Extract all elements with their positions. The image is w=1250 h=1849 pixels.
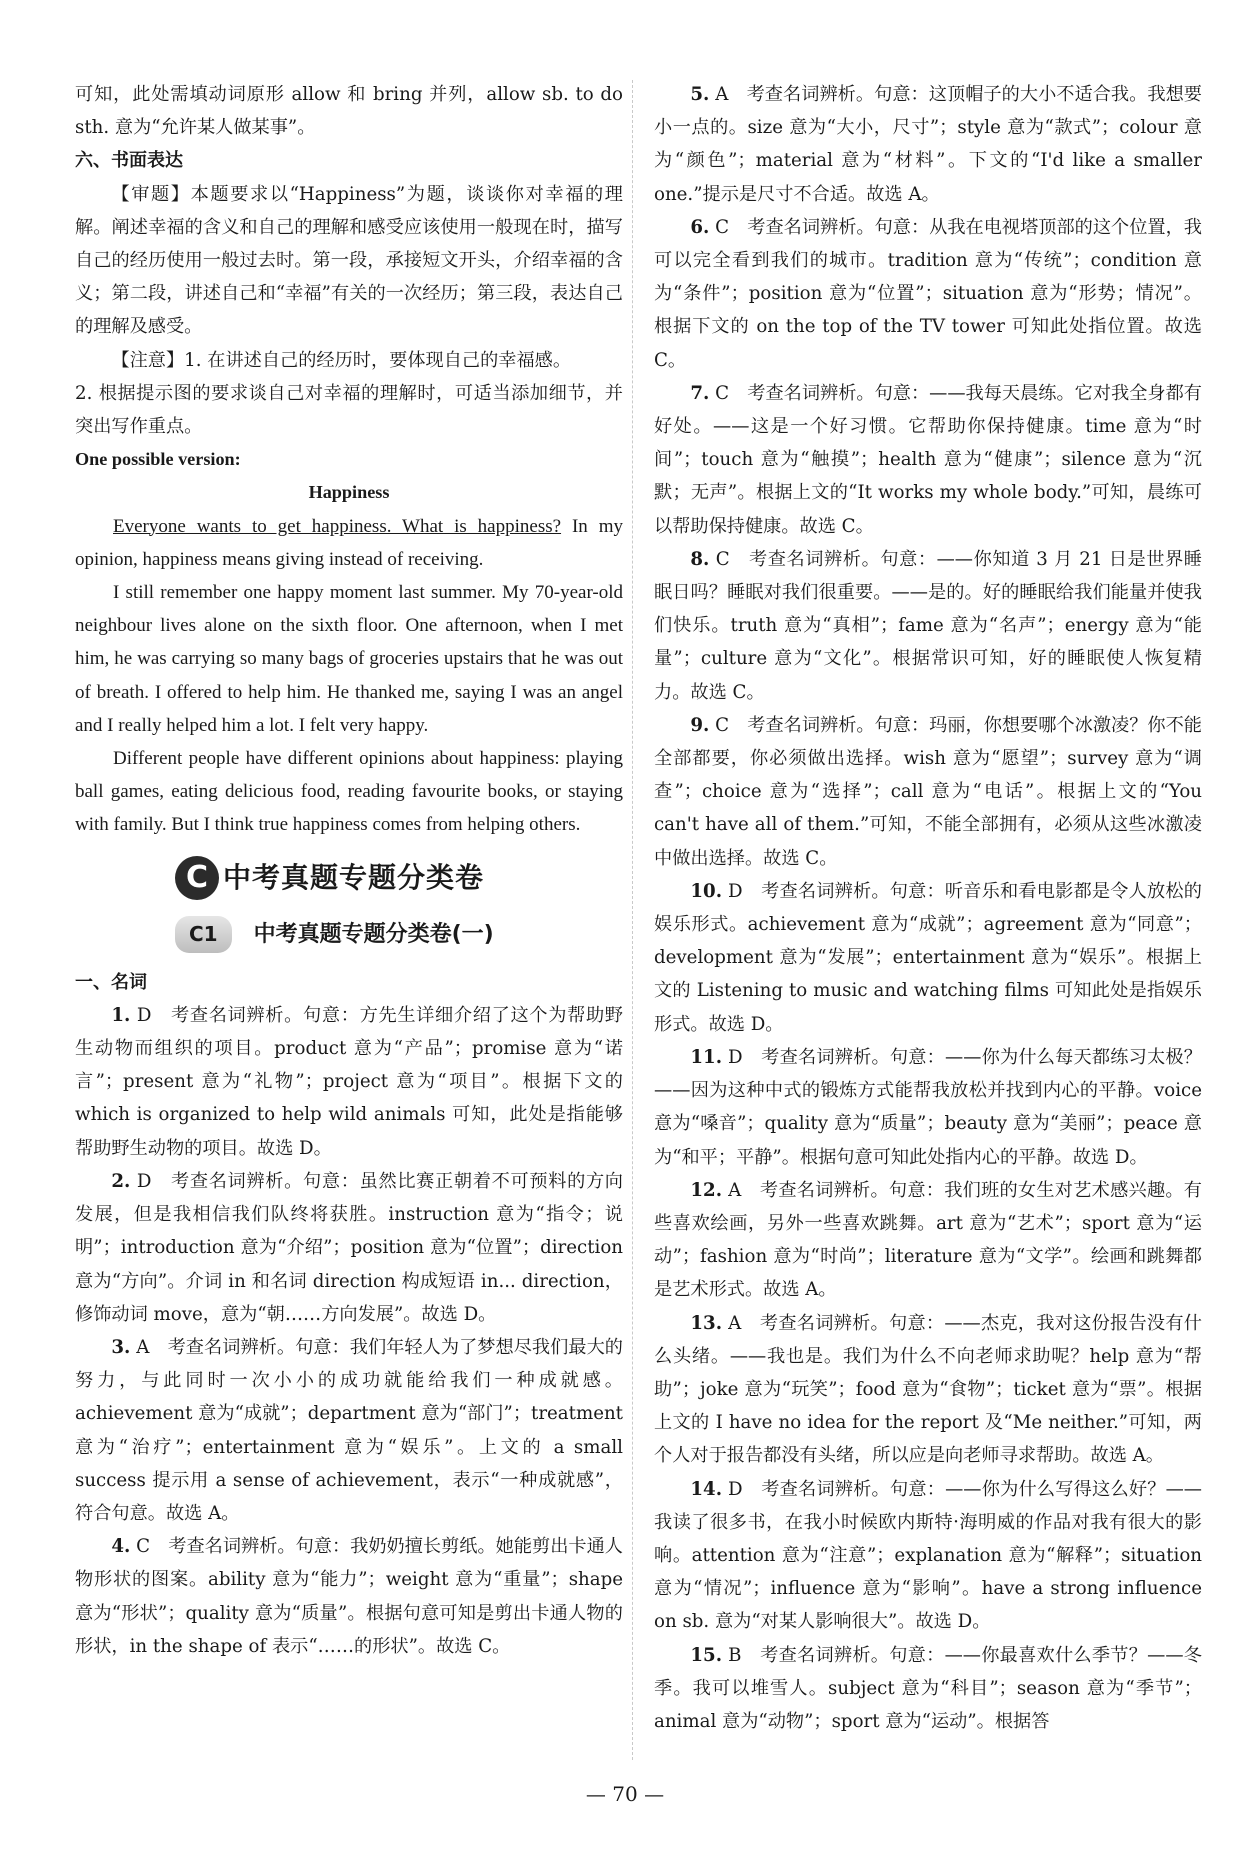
item-text: C 考查名词辨析。句意：我奶奶擅长剪纸。她能剪出卡通人物形状的图案。ability 意为“能力”；weight 意为“重量”；shape 意为“形状”；quality 意为“质量”。根据句意可知是剪出卡通人物的形状，in the shape of 表示“……的形状”。故选 C。: [75, 1536, 623, 1657]
sub-banner: [175, 910, 623, 960]
section-title-nouns: 一、名词: [75, 971, 147, 993]
left-column: [75, 78, 623, 1663]
chapter-banner: [175, 850, 623, 906]
item-number: 4.: [111, 1536, 131, 1558]
item-number: 5.: [690, 84, 710, 105]
item-number: 3.: [111, 1336, 131, 1358]
answer-item-13: [654, 1307, 1202, 1473]
item-number: 14.: [690, 1478, 723, 1500]
item-number: 6.: [690, 216, 710, 238]
essay-underlined-sentence: Everyone wants to get happiness. What is happiness?: [113, 515, 562, 537]
essay-p1-rest: In my opinion, happiness means giving instead of receiving.: [75, 515, 623, 570]
right-column: [654, 78, 1202, 1738]
item-text: A 考查名词辨析。句意：我们班的女生对艺术感兴趣。有些喜欢绘画，另外一些喜欢跳舞。art 意为“艺术”；sport 意为“运动”；fashion 意为“时尚”；literature 意为“文学”。绘画和跳舞都是艺术形式。故选 A。: [654, 1179, 1202, 1301]
answer-item-7: [654, 377, 1202, 543]
item-text: D 考查名词辨析。句意：听音乐和看电影都是令人放松的娱乐形式。achievement 意为“成就”；agreement 意为“同意”；development 意为“发展”；entertainment 意为“娱乐”。根据上文的 Listening to music and watching films 可知此处是指娱乐形式。故选 D。: [654, 880, 1202, 1035]
version-label: One possible version:: [75, 449, 241, 470]
answer-item-5: [654, 78, 1202, 211]
answer-item-1: [75, 999, 623, 1165]
note-text-2: 2. 根据提示图的要求谈自己对幸福的理解时，可适当添加细节，并突出写作重点。: [75, 382, 623, 438]
item-text: D 考查名词辨析。句意：方先生详细介绍了这个为帮助野生动物而组织的项目。product 意为“产品”；promise 意为“诺言”；present 意为“礼物”；project 意为“项目”。根据下文的 which is organized to help wild animals 可知，此处是指能够帮助野生动物的项目。故选 D。: [75, 1004, 623, 1159]
item-number: 9.: [690, 714, 710, 736]
answer-item-6: [654, 211, 1202, 377]
item-number: 13.: [690, 1312, 723, 1334]
answer-item-10: [654, 875, 1202, 1041]
item-text: C 考查名词辨析。句意：玛丽，你想要哪个冰激凌？你不能全部都要，你必须做出选择。wish 意为“愿望”；survey 意为“调查”；choice 意为“选择”；call 意为“电话”。根据上文的“You can't have all of them.”可知，不能全部拥有，必须从这些冰激凌中做出选择。故选 C。: [654, 714, 1202, 869]
item-number: 1.: [111, 1004, 131, 1026]
answer-item-2: [75, 1165, 623, 1331]
sub-tag-badge: C1: [175, 916, 232, 953]
review-paragraph: [75, 178, 623, 344]
answer-item-3: [75, 1331, 623, 1530]
item-number: 8.: [690, 548, 710, 570]
essay-paragraph-3: Different people have different opinions about happiness: playing ball games, eating delicious food, reading favourite books, or staying with family. But I think true happiness comes from helping others.: [75, 748, 623, 836]
section-title-writing: 六、书面表达: [75, 150, 183, 172]
item-text: B 考查名词辨析。句意：——你最喜欢什么季节？——冬季。我可以堆雪人。subject 意为“科目”；season 意为“季节”；animal 意为“动物”；sport 意为“运动”。根据答: [654, 1644, 1202, 1732]
item-text: D 考查名词辨析。句意：——你为什么写得这么好？——我读了很多书，在我小时候欧内斯特·海明威的作品对我有很大的影响。attention 意为“注意”；explanation 意为“解释”；situation 意为“情况”；influence 意为“影响”。have a strong influence on sb. 意为“对某人影响很大”。故选 D。: [654, 1478, 1202, 1633]
answer-item-4: [75, 1530, 623, 1663]
item-text: C 考查名词辨析。句意：从我在电视塔顶部的这个位置，我可以完全看到我们的城市。tradition 意为“传统”；condition 意为“条件”；position 意为“位置”；situation 意为“形势；情况”。根据下文的 on the top of the TV tower 可知此处指位置。故选 C。: [654, 216, 1202, 371]
chapter-c-icon: C: [175, 856, 219, 900]
answer-item-12: [654, 1174, 1202, 1307]
answer-item-14: [654, 1473, 1202, 1639]
item-number: 2.: [111, 1170, 131, 1192]
answer-item-11: [654, 1041, 1202, 1174]
note-tag: 【注意】: [111, 349, 185, 371]
item-number: 11.: [690, 1046, 723, 1068]
item-text: A 考查名词辨析。句意：这顶帽子的大小不适合我。我想要小一点的。size 意为“大小，尺寸”；style 意为“款式”；colour 意为“颜色”；material 意为“材料”。下文的“I'd like a smaller one.”提示是尺寸不合适。故选 A。: [654, 84, 1202, 205]
item-number: 7.: [690, 382, 710, 404]
note-text-1: 1. 在讲述自己的经历时，要体现自己的幸福感。: [184, 349, 572, 371]
item-text: D 考查名词辨析。句意：——你为什么每天都练习太极？——因为这种中式的锻炼方式能帮我放松并找到内心的平静。voice 意为“嗓音”；quality 意为“质量”；beauty 意为“美丽”；peace 意为“和平；平静”。根据句意可知此处指内心的平静。故选 D。: [654, 1046, 1202, 1168]
item-text: C 考查名词辨析。句意：——我每天晨练。它对我全身都有好处。——这是一个好习惯。它帮助你保持健康。time 意为“时间”；touch 意为“触摸”；health 意为“健康”；silence 意为“沉默；无声”。根据上文的“It works my whole body.”可知，晨练可以帮助保持健康。故选 C。: [654, 382, 1202, 537]
column-divider: [632, 80, 633, 1760]
answer-item-9: [654, 709, 1202, 875]
item-number: 10.: [690, 880, 723, 902]
item-number: 12.: [690, 1179, 723, 1201]
review-text: 本题要求以“Happiness”为题，谈谈你对幸福的理解。阐述幸福的含义和自己的理解和感受应该使用一般现在时，描写自己的经历使用一般过去时。第一段，承接短文开头，介绍幸福的含义；第二段，讲述自己和“幸福”有关的一次经历；第三段，表达自己的理解及感受。: [75, 183, 623, 338]
page-number: — 70 —: [585, 1782, 665, 1806]
item-text: C 考查名词辨析。句意：——你知道 3 月 21 日是世界睡眠日吗？睡眠对我们很重要。——是的。好的睡眠给我们能量并使我们快乐。truth 意为“真相”；fame 意为“名声”；energy 意为“能量”；culture 意为“文化”。根据常识可知，好的睡眠使人恢复精力。故选 C。: [654, 548, 1202, 703]
essay-paragraph-2: I still remember one happy moment last summer. My 70-year-old neighbour lives alone on the sixth floor. One afternoon, when I met him, he was carrying so many bags of groceries upstairs that he was out of breath. I offered to help him. He thanked me, saying I was an angel and I really helped him a lot. I felt very happy.: [75, 582, 623, 736]
review-tag: 【审题】: [111, 183, 191, 205]
sub-title: 中考真题专题分类卷(一): [253, 922, 494, 948]
essay-paragraph-1: [75, 510, 623, 576]
item-text: A 考查名词辨析。句意：——杰克，我对这份报告没有什么头绪。——我也是。我们为什么不向老师求助呢？help 意为“帮助”；joke 意为“玩笑”；food 意为“食物”；ticket 意为“票”。根据上文的 I have no idea for the report 及“Me neither.”可知，两个人对于报告都没有头绪，所以应是向老师寻求帮助。故选 A。: [654, 1312, 1202, 1467]
chapter-title: 中考真题专题分类卷: [223, 861, 485, 895]
intro-paragraph: 可知，此处需填动词原形 allow 和 bring 并列，allow sb. to do sth. 意为“允许某人做某事”。: [75, 84, 623, 139]
answer-item-8: [654, 543, 1202, 709]
answer-item-15: [654, 1639, 1202, 1739]
essay-title: Happiness: [308, 482, 390, 503]
item-number: 15.: [690, 1644, 723, 1666]
item-text: D 考查名词辨析。句意：虽然比赛正朝着不可预料的方向发展，但是我相信我们队终将获胜。instruction 意为“指令；说明”；introduction 意为“介绍”；position 意为“位置”；direction 意为“方向”。介词 in 和名词 direction 构成短语 in... direction，修饰动词 move，意为“朝……方向发展”。故选 D。: [75, 1170, 623, 1325]
item-text: A 考查名词辨析。句意：我们年轻人为了梦想尽我们最大的努力，与此同时一次小小的成功就能给我们一种成就感。achievement 意为“成就”；department 意为“部门”；treatment 意为“治疗”；entertainment 意为“娱乐”。上文的 a small success 提示用 a sense of achievement，表示“一种成就感”，符合句意。故选 A。: [75, 1336, 623, 1524]
note-paragraph: [75, 344, 623, 377]
